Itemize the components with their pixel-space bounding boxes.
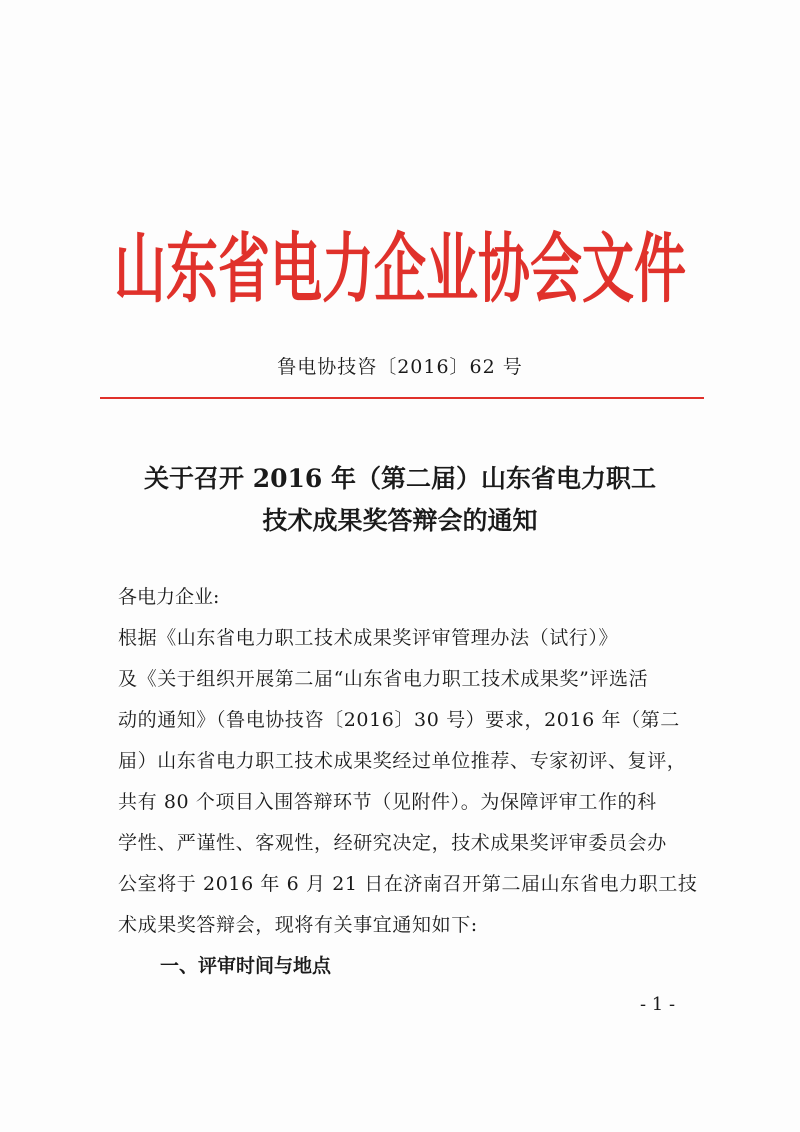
document-number: 鲁电协技咨〔2016〕62 号	[277, 356, 523, 378]
notice-title-line-2: 技术成果奖答辩会的通知	[262, 506, 538, 535]
paragraph-line: 及《关于组织开展第二届“山东省电力职工技术成果奖”评选活	[118, 668, 649, 690]
paragraph-line: 学性、严谨性、客观性，经研究决定，技术成果奖评审委员会办	[118, 832, 667, 854]
paragraph-line: 公室将于 2016 年 6 月 21 日在济南召开第二届山东省电力职工技	[118, 873, 698, 895]
salutation: 各电力企业:	[118, 586, 220, 608]
paragraph-line: 术成果奖答辩会，现将有关事宜通知如下:	[118, 914, 478, 936]
paragraph-line: 根据《山东省电力职工技术成果奖评审管理办法（试行）》	[118, 627, 619, 649]
notice-title	[90, 458, 710, 542]
section-heading: 一、评审时间与地点	[160, 955, 332, 977]
paragraph-line: 共有 80 个项目入围答辩环节（见附件）。为保障评审工作的科	[118, 791, 657, 813]
masthead-title: 山东省电力企业协会文件	[113, 225, 686, 314]
page-number: - 1 -	[640, 994, 676, 1015]
paragraph-line: 动的通知》（鲁电协技咨〔2016〕30 号）要求，2016 年（第二	[118, 709, 680, 731]
red-divider-line	[100, 397, 704, 399]
notice-title-line-1: 关于召开 2016 年（第二届）山东省电力职工	[144, 464, 656, 493]
paragraph-line: 届）山东省电力职工技术成果奖经过单位推荐、专家初评、复评，	[118, 750, 687, 772]
